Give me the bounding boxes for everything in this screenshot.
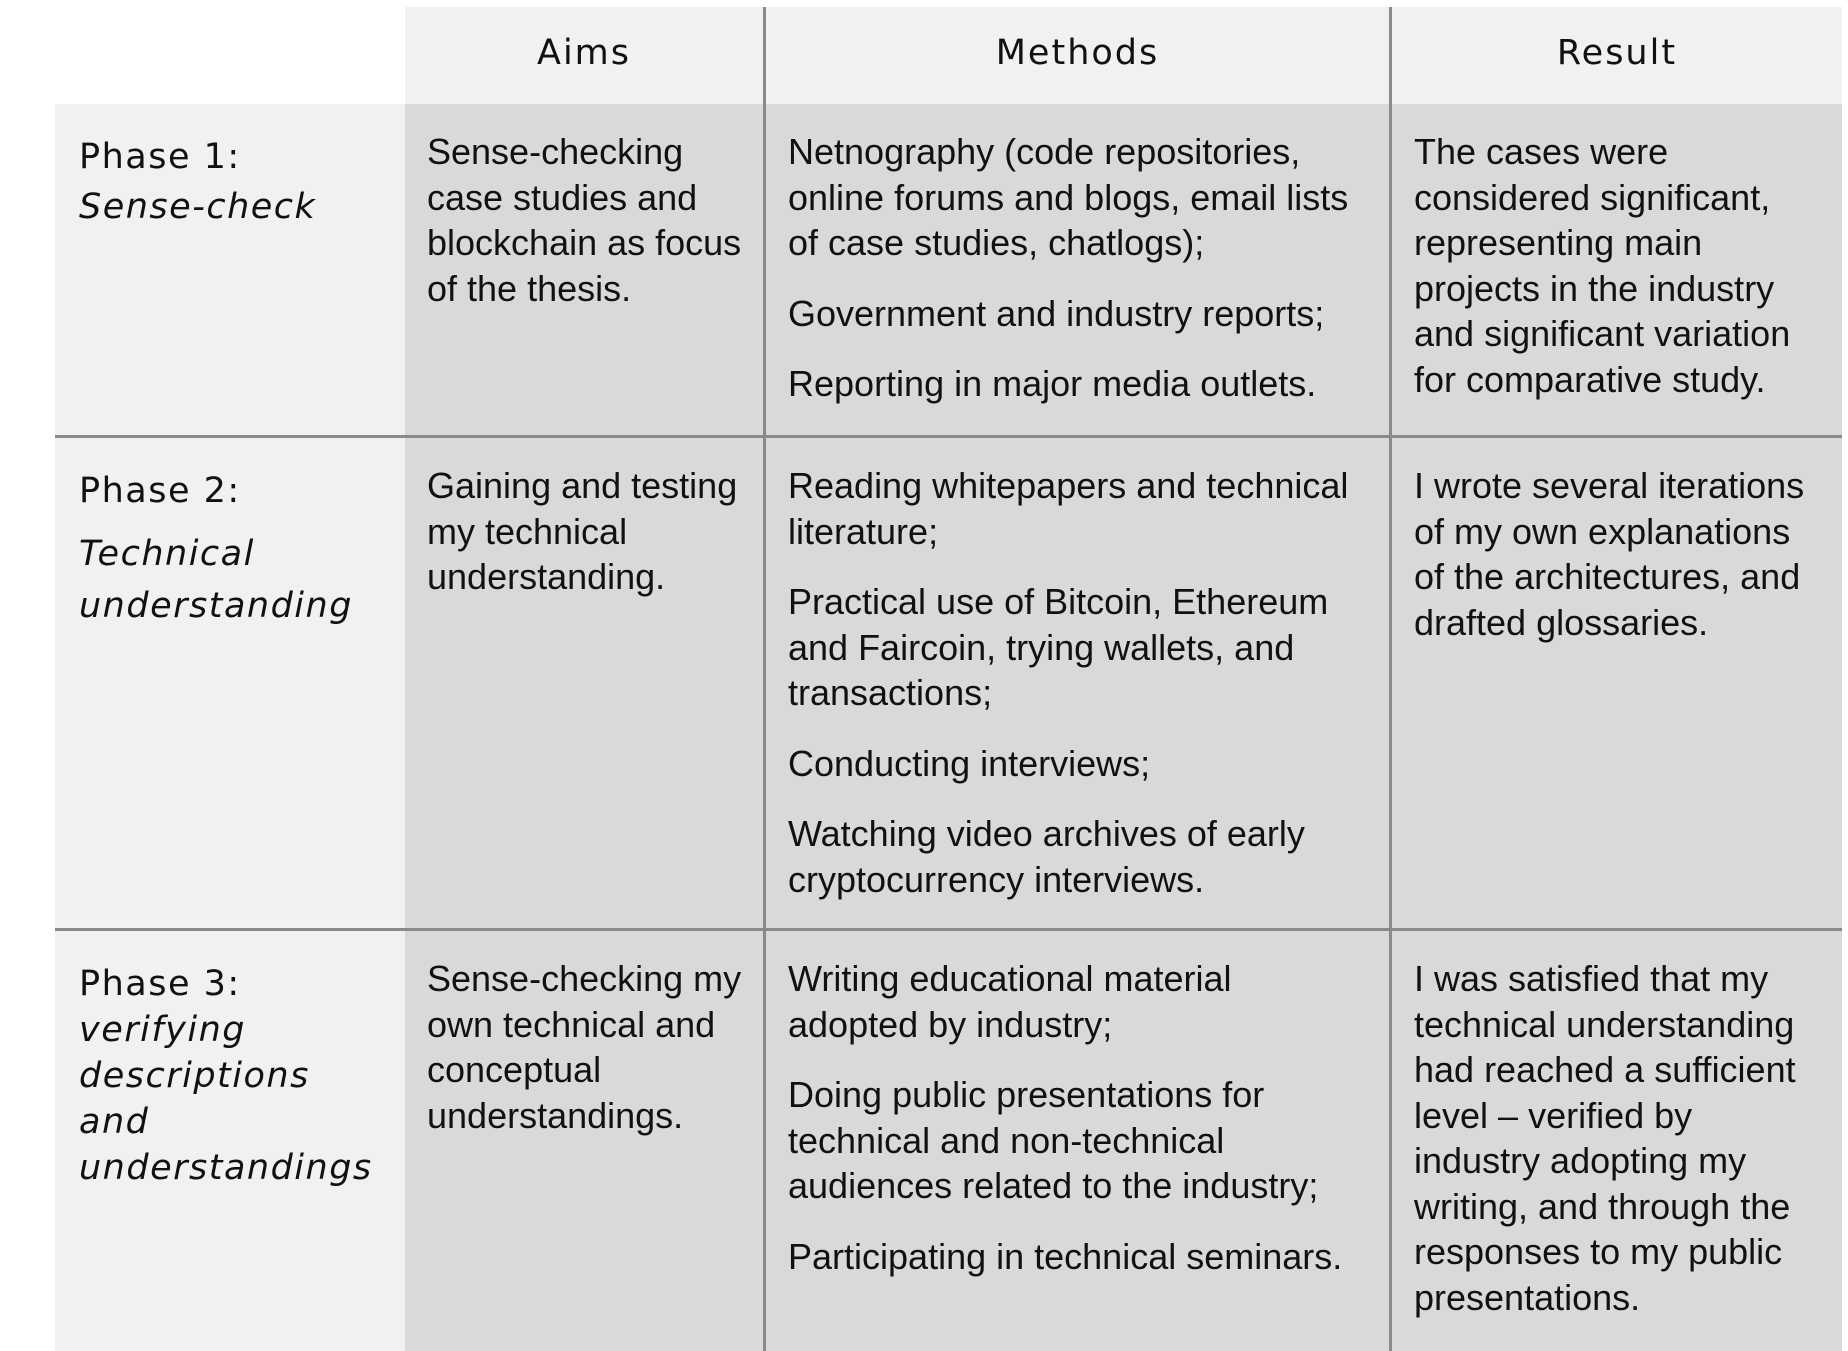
research-phases-table [55,7,1842,1351]
phase-3-result-text: I was satisfied that my technical understanding had reached a sufficient level – verified by industry adopting my writing, and through the responses to my public presentations. [1414,958,1796,1318]
header-result: Result [1389,7,1842,104]
phase-2-result [1389,435,1842,928]
phase-2-cell [55,435,405,928]
phase-1-cell [55,104,405,435]
phase-2-method-item: Practical use of Bitcoin, Ethereum and Faircoin, trying wallets, and transactions; [788,581,1329,713]
phase-3-method-item: Writing educational material adopted by industry; [788,958,1232,1045]
phase-3-label: Phase 3: [79,964,241,1004]
phase-2-name: Technical understanding [79,534,353,626]
phase-1-name: Sense-check [79,187,317,227]
phase-1-result-text: The cases were considered significant, representing main projects in the industry and significant variation for comparative study. [1414,131,1791,400]
phase-2-label: Phase 2: [79,471,241,511]
phase-1-result [1389,104,1842,435]
phase-3-name: verifying descriptions and understandings [79,1010,373,1188]
phase-2-result-text: I wrote several iterations of my own explanations of the architectures, and drafted glossaries. [1414,465,1805,643]
header-aims: Aims [405,7,763,104]
phase-3-result [1389,928,1842,1351]
phase-1-aims-text: Sense-checking case studies and blockchain as focus of the thesis. [427,131,742,309]
phase-2-methods [763,435,1389,928]
phase-3-method-item: Doing public presentations for technical and non-technical audiences related to the industry; [788,1074,1319,1206]
phase-2-aims [405,435,763,928]
phase-1-aims [405,104,763,435]
phase-1-methods [763,104,1389,435]
phase-3-method-item: Participating in technical seminars. [788,1235,1343,1277]
header-methods: Methods [763,7,1389,104]
phase-2-aims-text: Gaining and testing my technical understanding. [427,465,738,597]
phase-2-method-item: Reading whitepapers and technical literature; [788,465,1349,552]
phase-3-methods [763,928,1389,1351]
phase-1-label: Phase 1: [79,137,241,177]
phase-2-method-item: Conducting interviews; [788,742,1151,784]
phase-3-aims-text: Sense-checking my own technical and conceptual understandings. [427,958,742,1136]
phase-1-method-item: Reporting in major media outlets. [788,363,1317,404]
phase-3-cell [55,928,405,1351]
phase-2-method-item: Watching video archives of early cryptocurrency interviews. [788,813,1305,900]
phase-1-method-item: Netnography (code repositories, online forums and blogs, email lists of case studies, chatlogs); [788,131,1349,263]
phase-1-method-item: Government and industry reports; [788,292,1325,334]
phase-3-aims [405,928,763,1351]
header-corner [55,7,405,104]
